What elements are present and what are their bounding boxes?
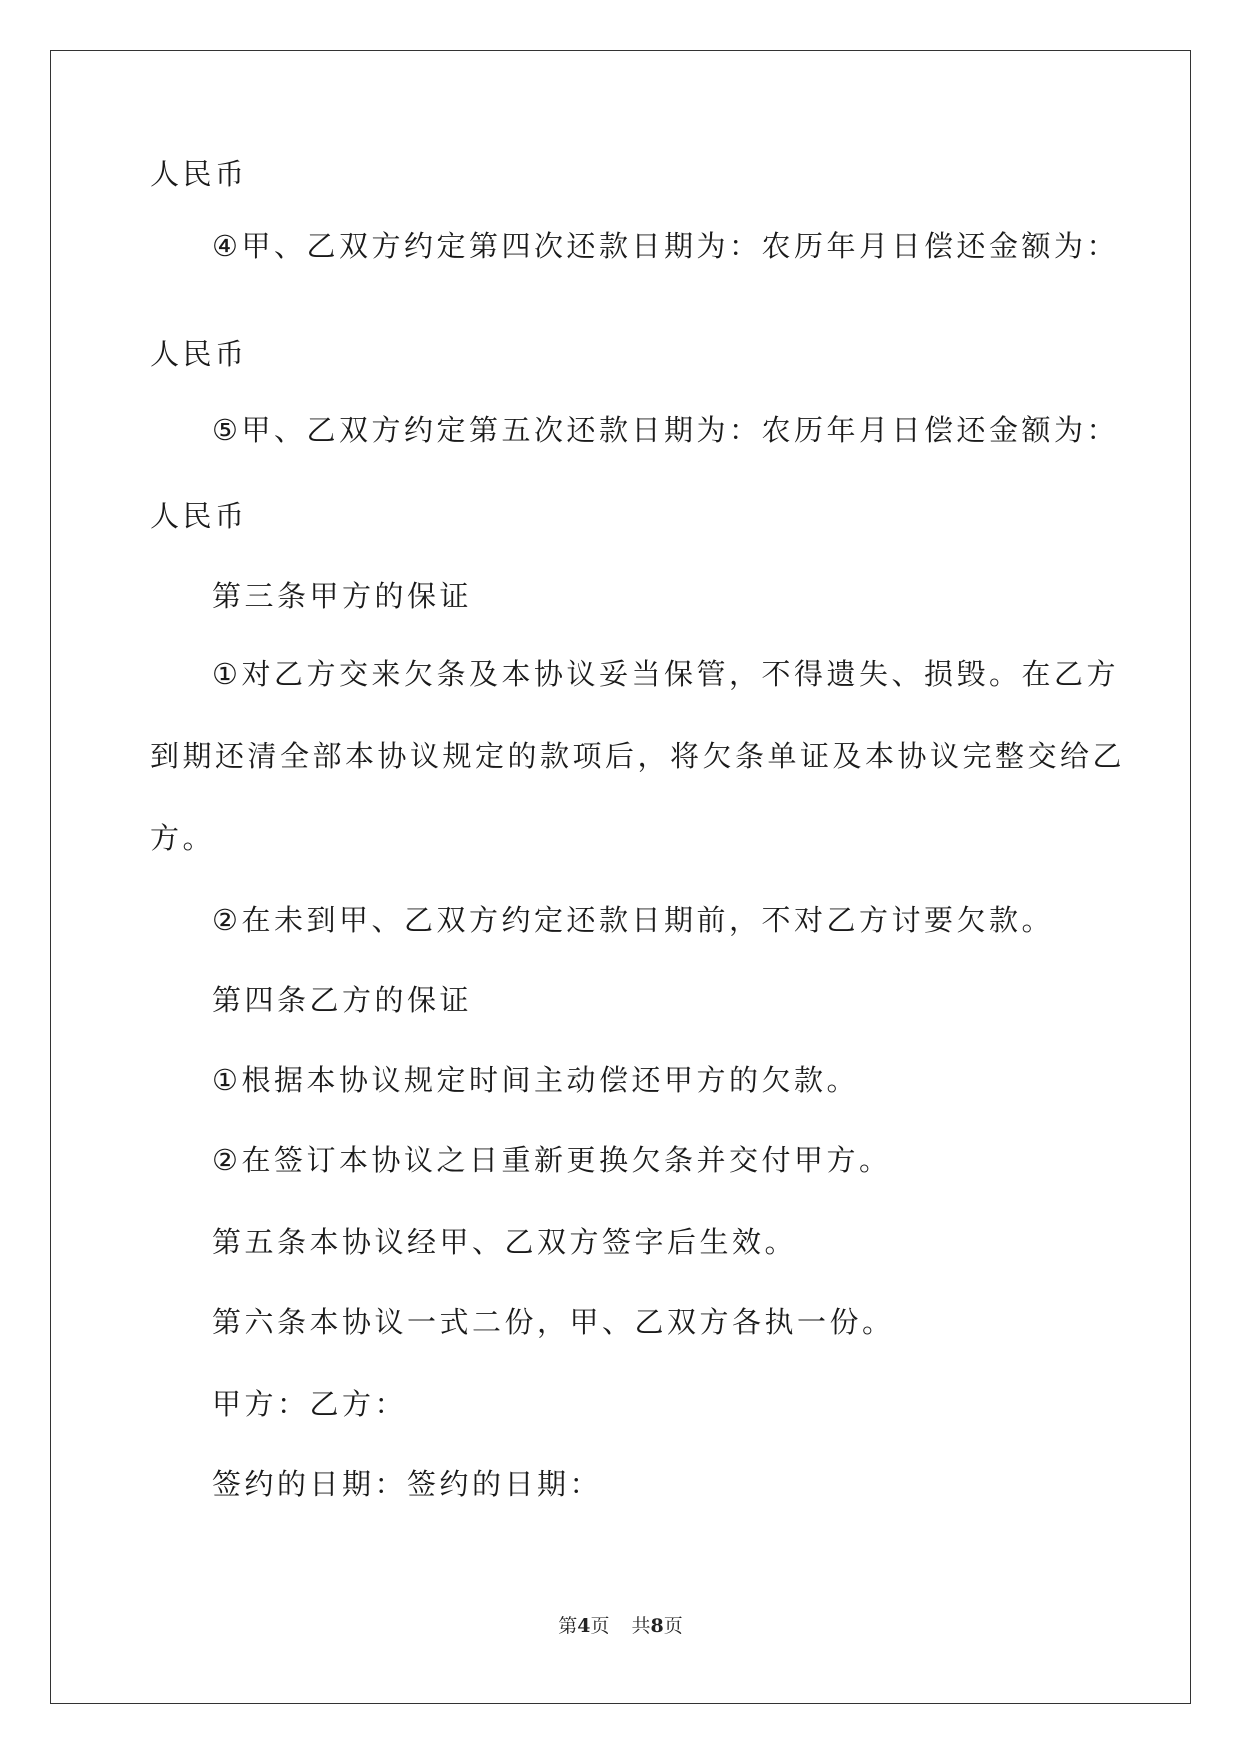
text-line: ④甲、乙双方约定第四次还款日期为：农历年月日偿还金额为： xyxy=(212,229,1119,263)
page-suffix: 页 xyxy=(590,1615,610,1637)
page-border xyxy=(50,50,1191,1704)
section-heading: 第四条乙方的保证 xyxy=(212,983,473,1017)
text-line: ⑤甲、乙双方约定第五次还款日期为：农历年月日偿还金额为： xyxy=(212,413,1119,447)
current-page-number: 4 xyxy=(577,1615,591,1637)
text-line: ②在签订本协议之日重新更换欠条并交付甲方。 xyxy=(212,1143,892,1177)
text-line: 第六条本协议一式二份，甲、乙双方各执一份。 xyxy=(212,1305,895,1339)
text-line: 第五条本协议经甲、乙双方签字后生效。 xyxy=(212,1225,798,1259)
page-prefix: 第 xyxy=(558,1615,578,1637)
total-suffix: 页 xyxy=(663,1615,683,1637)
page-footer xyxy=(0,1614,1241,1638)
signature-dates: 签约的日期：签约的日期： xyxy=(212,1467,603,1501)
text-line: 人民币 xyxy=(150,157,248,191)
text-line: 人民币 xyxy=(150,499,248,533)
total-pages-number: 8 xyxy=(650,1615,664,1637)
text-line: 方。 xyxy=(150,821,216,855)
text-line: 到期还清全部本协议规定的款项后，将欠条单证及本协议完整交给乙 xyxy=(150,739,1126,773)
text-line: ①对乙方交来欠条及本协议妥当保管，不得遗失、损毁。在乙方 xyxy=(212,657,1119,691)
text-line: ②在未到甲、乙双方约定还款日期前，不对乙方讨要欠款。 xyxy=(212,903,1054,937)
text-line: ①根据本协议规定时间主动偿还甲方的欠款。 xyxy=(212,1063,859,1097)
signature-parties: 甲方：乙方： xyxy=(212,1387,408,1421)
total-prefix: 共 xyxy=(631,1615,651,1637)
section-heading: 第三条甲方的保证 xyxy=(212,579,473,613)
text-line: 人民币 xyxy=(150,337,248,371)
